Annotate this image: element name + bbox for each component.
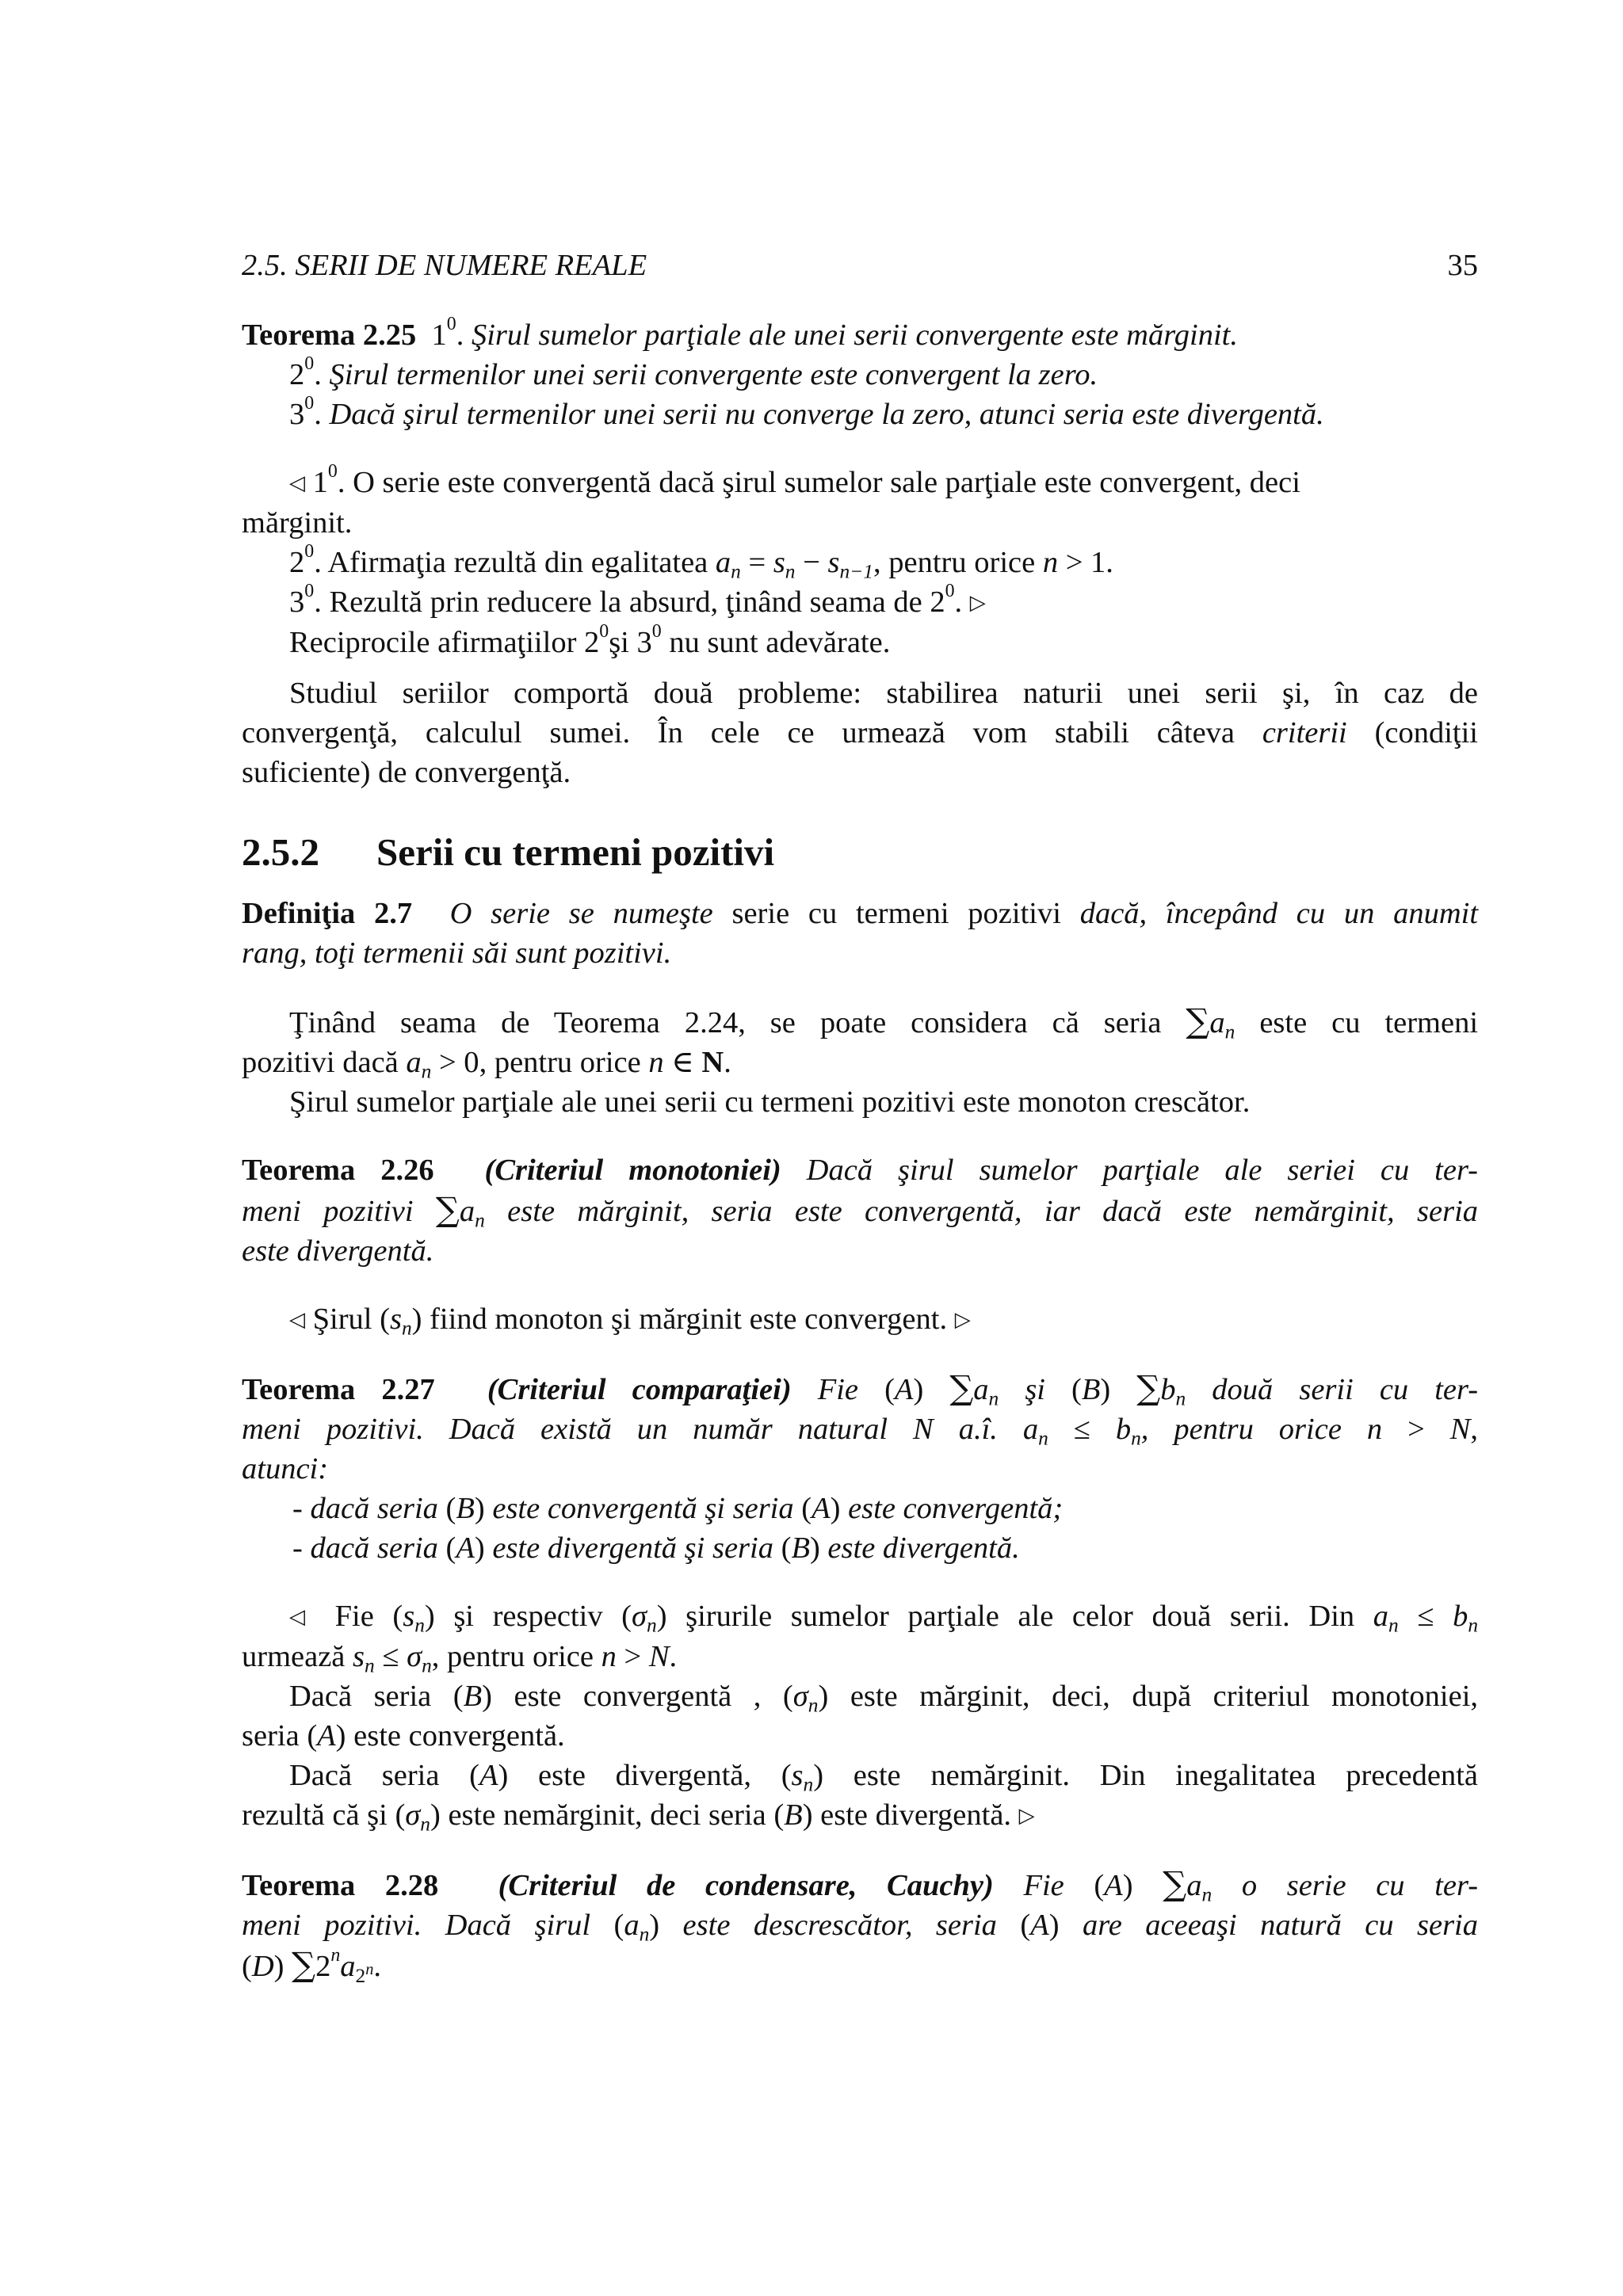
theorem-label: Teorema 2.27 bbox=[242, 1373, 435, 1406]
theorem-label: Teorema 2.28 bbox=[242, 1869, 439, 1902]
theorem-text: două serii cu ter- bbox=[1212, 1373, 1479, 1406]
theorem-text: meni pozitivi bbox=[242, 1195, 414, 1228]
theorem-bullet: - dacă seria bbox=[292, 1531, 438, 1565]
proof-text: este divergentă. bbox=[820, 1798, 1012, 1832]
proof-text: este mărginit, deci, după criteriul monotoniei, bbox=[850, 1680, 1479, 1713]
intro-text: (condiţii bbox=[1374, 716, 1479, 749]
proof-text: nu sunt adevărate. bbox=[669, 626, 891, 659]
intro-emphasis: criterii bbox=[1262, 716, 1347, 749]
proof-text: O serie este convergentă dacă şirul sumelor sale parţiale este convergent, deci bbox=[353, 466, 1300, 499]
proof-end-icon: ▷ bbox=[1018, 1804, 1035, 1828]
intro-text: convergenţă, calculul sumei. În cele ce urmează vom stabili câteva bbox=[242, 716, 1235, 749]
remark-text: , pentru orice bbox=[479, 1046, 641, 1079]
theorem-item-2: Şirul termenilor unei serii convergente este convergent la zero. bbox=[329, 358, 1098, 391]
section-title: Serii cu termeni pozitivi bbox=[376, 830, 775, 874]
definition-label: Definiţia 2.7 bbox=[242, 897, 413, 930]
proof-text: , pentru orice bbox=[431, 1640, 594, 1673]
theorem-2-27: Teorema 2.27 (Criteriul comparaţiei) Fie (A) $\sum a_n$ şi (B) $\sum b_n$ două serii cu ter- meni pozitivi. Dacă există un număr natural N a.î. $a_n \le b_n$, pentru orice n > N, atunci: - dacă seria (B) este convergentă şi seria (A) este convergentă; - dacă seria (A) este divergentă şi seria (B) este divergentă. bbox=[242, 1368, 1479, 1565]
proof-end-icon: ▷ bbox=[954, 1308, 971, 1332]
page bbox=[242, 246, 1478, 1986]
proof-text: este convergentă , bbox=[514, 1680, 762, 1713]
proof-2-27: ◁ Fie $(s_n)$ şi respectiv $(\sigma_n)$ şirurile sumelor parţiale ale celor două serii. Din $a_n \le b_n$ urmează $s_n \le \sigma_n$, pentru orice n > N. Dacă seria (B) este convergentă , $(\sigma_n)$ este mărginit, deci, după criteriul monotoniei, seria (A) este convergentă. Dacă seria (A) este divergentă, $(s_n)$ este nemărginit. Din inegalitatea precedentă rezultă că şi $(\sigma_n)$ este nemărginit, deci seria (B) este divergentă. ▷ bbox=[242, 1600, 1479, 1836]
theorem-text: are aceeaşi natură cu seria bbox=[1082, 1909, 1478, 1942]
theorem-text: Fie bbox=[1023, 1869, 1064, 1902]
proof-start-icon: ◁ bbox=[289, 471, 305, 495]
theorem-text: Dacă şirul sumelor parţiale ale seriei cu ter- bbox=[806, 1154, 1478, 1187]
proof-text: urmează bbox=[242, 1640, 346, 1673]
proof-text: Reciprocile afirmaţiilor 2 bbox=[289, 626, 600, 659]
theorem-name: (Criteriul monotoniei) bbox=[484, 1154, 781, 1187]
proof-text: şi respectiv bbox=[453, 1600, 603, 1633]
proof-text: şi 3 bbox=[609, 626, 652, 659]
theorem-label: Teorema 2.26 bbox=[242, 1154, 434, 1187]
remark-line: Şirul sumelor parţiale ale unei serii cu termeni pozitivi este monoton crescător. bbox=[289, 1085, 1251, 1119]
proof-text: fiind monoton şi mărginit este convergent. bbox=[430, 1302, 948, 1336]
theorem-bullet: este divergentă şi seria bbox=[492, 1531, 773, 1565]
proof-start-icon: ◁ bbox=[289, 1308, 305, 1332]
remark-text: pozitivi dacă bbox=[242, 1046, 399, 1079]
theorem-text: o serie cu ter- bbox=[1241, 1869, 1479, 1902]
theorem-2-28: Teorema 2.28 (Criteriul de condensare, Cauchy) Fie (A) $\sum a_n$ o serie cu ter- meni pozitivi. Dacă şirul $(a_n)$ este descrescător, seria (A) are aceeaşi natură cu seria (D) $\sum 2^na_{2^n}$. bbox=[242, 1864, 1479, 1987]
theorem-bullet: - dacă seria bbox=[292, 1492, 438, 1525]
theorem-2-26: Teorema 2.26 (Criteriul monotoniei) Dacă şirul sumelor parţiale ale seriei cu ter- meni pozitivi $\sum a_n$ este mărginit, seria este convergentă, iar dacă este nemărginit, seria este divergentă. bbox=[242, 1154, 1479, 1268]
running-title: 2.5. SERII DE NUMERE REALE bbox=[242, 249, 647, 282]
theorem-bullet: este convergentă şi seria bbox=[492, 1492, 794, 1525]
definition-2-7 bbox=[242, 894, 1478, 973]
proof-text: este divergentă, bbox=[538, 1759, 752, 1792]
intro-paragraph bbox=[242, 673, 1478, 792]
proof-text: Afirmaţia rezultă din egalitatea bbox=[327, 546, 708, 579]
theorem-text: , pentru orice bbox=[1140, 1413, 1342, 1446]
intro-line: suficiente) de convergenţă. bbox=[242, 756, 571, 789]
definition-term: serie cu termeni pozitivi bbox=[731, 897, 1061, 930]
proof-text: mărginit. bbox=[242, 506, 353, 540]
theorem-name: (Criteriul de condensare, Cauchy) bbox=[498, 1869, 994, 1902]
theorem-label: Teorema 2.25 bbox=[242, 318, 417, 352]
proof-2-26: ◁ Şirul $(s_n)$ fiind monoton şi mărginit este convergent. ▷ bbox=[289, 1302, 971, 1340]
remark-text: Ţinând seama de Teorema 2.24, se poate considera că seria bbox=[289, 1006, 1162, 1039]
theorem-bullet: este divergentă. bbox=[827, 1531, 1020, 1565]
theorem-text: şi bbox=[1025, 1373, 1045, 1406]
theorem-text: este divergentă. bbox=[242, 1234, 434, 1268]
proof-text: şirurile sumelor parţiale ale celor două serii. Din bbox=[685, 1600, 1355, 1633]
definition-text: O serie se numeşte bbox=[449, 897, 713, 930]
running-header bbox=[242, 246, 1478, 285]
proof-text: este nemărginit, deci seria bbox=[448, 1798, 766, 1832]
theorem-text: este mărginit, seria este convergentă, iar dacă este nemărginit, seria bbox=[507, 1195, 1479, 1228]
proof-text: Dacă seria bbox=[289, 1680, 432, 1713]
proof-text: seria bbox=[242, 1719, 300, 1753]
theorem-text: este descrescător, seria bbox=[682, 1909, 997, 1942]
proof-text: , pentru orice bbox=[873, 546, 1036, 579]
theorem-text: meni pozitivi. Dacă există un număr natural bbox=[242, 1413, 888, 1446]
proof-text: rezultă că şi bbox=[242, 1798, 388, 1832]
proof-text: este nemărginit. Din inegalitatea precedentă bbox=[853, 1759, 1479, 1792]
page-number: 35 bbox=[1447, 249, 1478, 282]
definition-text: rang, toţi termenii săi sunt pozitivi. bbox=[242, 936, 672, 970]
definition-text: dacă, începând cu un anumit bbox=[1079, 897, 1479, 930]
theorem-2-25: Teorema 2.25 $1^0$. Şirul sumelor parţiale ale unei serii convergente este mărginit. $2^0$. Şirul termenilor unei serii convergente este convergent la zero. $3^0$. Dacă şirul termenilor unei serii nu converge la zero, atunci seria este divergentă. bbox=[242, 313, 1324, 431]
theorem-text: Fie bbox=[817, 1373, 859, 1406]
proof-text: este convergentă. bbox=[353, 1719, 565, 1753]
proof-start-icon: ◁ bbox=[289, 1605, 316, 1629]
remark-text: este cu termeni bbox=[1259, 1006, 1479, 1039]
proof-text: Rezultă prin reducere la absurd, ţinând seama de 2 bbox=[329, 585, 945, 619]
proof-end-icon: ▷ bbox=[969, 591, 986, 615]
theorem-item-1: Şirul sumelor parţiale ale unei serii convergente este mărginit. bbox=[471, 318, 1238, 352]
theorem-name: (Criteriul comparaţiei) bbox=[487, 1373, 792, 1406]
theorem-text: meni pozitivi. Dacă şirul bbox=[242, 1909, 591, 1942]
proof-text: Dacă seria bbox=[289, 1759, 440, 1792]
theorem-bullet: este convergentă; bbox=[848, 1492, 1064, 1525]
section-heading bbox=[242, 829, 1478, 876]
theorem-text: a.î. bbox=[958, 1413, 998, 1446]
intro-line: Studiul seriilor comportă două probleme: stabilirea naturii unei serii şi, în caz de bbox=[289, 677, 1478, 710]
section-number: 2.5.2 bbox=[242, 830, 319, 874]
theorem-text: atunci: bbox=[242, 1452, 329, 1486]
theorem-item-3: Dacă şirul termenilor unei serii nu converge la zero, atunci seria este divergentă. bbox=[329, 398, 1324, 431]
proof-2-25: ◁ $1^0$. O serie este convergentă dacă şirul sumelor sale parţiale este convergent, deci mărginit. $2^0$. Afirmaţia rezultă din egalitatea $a_n = s_n - s_{n-1}$, pentru orice n > 1. $3^0$. Rezultă prin reducere la absurd, ţinând seama de $2^0$. ▷ Reciprocile afirmaţiilor $2^0şi$ $3^0$ nu sunt adevărate. bbox=[242, 463, 1478, 662]
remark-paragraph: Ţinând seama de Teorema 2.24, se poate considera că seria $\sum a_n$ este cu termeni pozitivi dacă $a_n > 0$, pentru orice n ∈ N. Şirul sumelor parţiale ale unei serii cu termeni pozitivi este monoton crescător. bbox=[242, 1001, 1478, 1122]
proof-text: Fie bbox=[334, 1600, 374, 1633]
